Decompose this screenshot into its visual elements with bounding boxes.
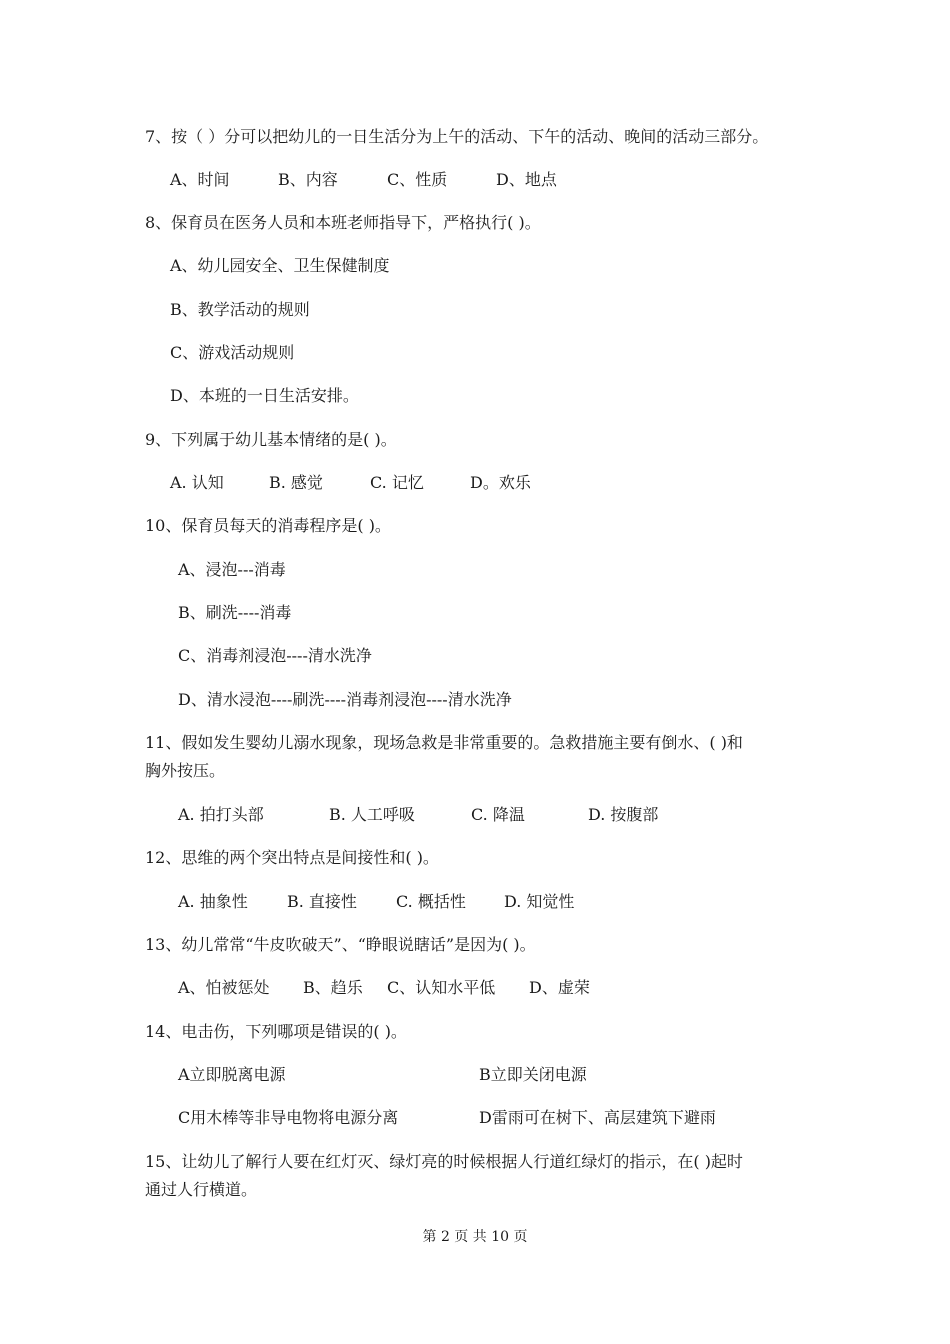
q7-option-a: A、时间 xyxy=(170,170,230,189)
question-8-stem: 8、保育员在医务人员和本班老师指导下，严格执行( )。 xyxy=(145,213,541,232)
q7-option-b: B、内容 xyxy=(278,170,338,189)
question-11-stem-line1: 11、假如发生婴幼儿溺水现象，现场急救是非常重要的。急救措施主要有倒水、( )和 xyxy=(145,733,743,752)
q11-option-a: A. 拍打头部 xyxy=(178,805,264,824)
question-15-stem-line1: 15、让幼儿了解行人要在红灯灭、绿灯亮的时候根据人行道红绿灯的指示，在( )起时 xyxy=(145,1152,743,1171)
q14-option-c: C用木棒等非导电物将电源分离 xyxy=(178,1108,399,1127)
q12-option-b: B. 直接性 xyxy=(287,892,357,911)
q8-option-c: C、游戏活动规则 xyxy=(170,343,295,362)
q11-option-d: D. 按腹部 xyxy=(588,805,659,824)
q9-option-c: C. 记忆 xyxy=(370,473,424,492)
q9-option-a: A. 认知 xyxy=(170,473,224,492)
q10-option-c: C、消毒剂浸泡----清水洗净 xyxy=(178,646,372,665)
question-11-stem-line2: 胸外按压。 xyxy=(145,761,226,780)
question-13-stem: 13、幼儿常常“牛皮吹破天”、“睁眼说瞎话”是因为( )。 xyxy=(145,935,536,954)
question-9-stem: 9、下列属于幼儿基本情绪的是( )。 xyxy=(145,430,397,449)
question-10-stem: 10、保育员每天的消毒程序是( )。 xyxy=(145,516,391,535)
q13-option-b: B、趋乐 xyxy=(303,978,363,997)
question-7-stem: 7、按（ ）分可以把幼儿的一日生活分为上午的活动、下午的活动、晚间的活动三部分。 xyxy=(145,127,769,146)
question-15-stem-line2: 通过人行横道。 xyxy=(145,1180,258,1199)
q10-option-a: A、浸泡---消毒 xyxy=(178,560,286,579)
q14-option-b: B立即关闭电源 xyxy=(479,1065,587,1084)
q10-option-b: B、刷洗----消毒 xyxy=(178,603,292,622)
q11-option-c: C. 降温 xyxy=(471,805,525,824)
q13-option-d: D、虚荣 xyxy=(529,978,590,997)
q14-option-d: D雷雨可在树下、高层建筑下避雨 xyxy=(479,1108,716,1127)
q9-option-b: B. 感觉 xyxy=(269,473,323,492)
q13-option-c: C、认知水平低 xyxy=(387,978,496,997)
q8-option-b: B、教学活动的规则 xyxy=(170,300,310,319)
q12-option-c: C. 概括性 xyxy=(396,892,466,911)
q7-option-c: C、性质 xyxy=(387,170,448,189)
q11-option-b: B. 人工呼吸 xyxy=(329,805,415,824)
q8-option-d: D、本班的一日生活安排。 xyxy=(170,386,359,405)
q13-option-a: A、怕被惩处 xyxy=(178,978,270,997)
q7-option-d: D、地点 xyxy=(496,170,557,189)
q8-option-a: A、幼儿园安全、卫生保健制度 xyxy=(170,256,390,275)
question-12-stem: 12、思维的两个突出特点是间接性和( )。 xyxy=(145,848,439,867)
question-14-stem: 14、电击伤，下列哪项是错误的( )。 xyxy=(145,1022,407,1041)
q12-option-a: A. 抽象性 xyxy=(178,892,248,911)
q9-option-d: D。欢乐 xyxy=(470,473,531,492)
q14-option-a: A立即脱离电源 xyxy=(178,1065,286,1084)
q10-option-d: D、清水浸泡----刷洗----消毒剂浸泡----清水洗净 xyxy=(178,690,512,709)
page-number-footer: 第 2 页 共 10 页 xyxy=(422,1229,528,1245)
q12-option-d: D. 知觉性 xyxy=(504,892,575,911)
